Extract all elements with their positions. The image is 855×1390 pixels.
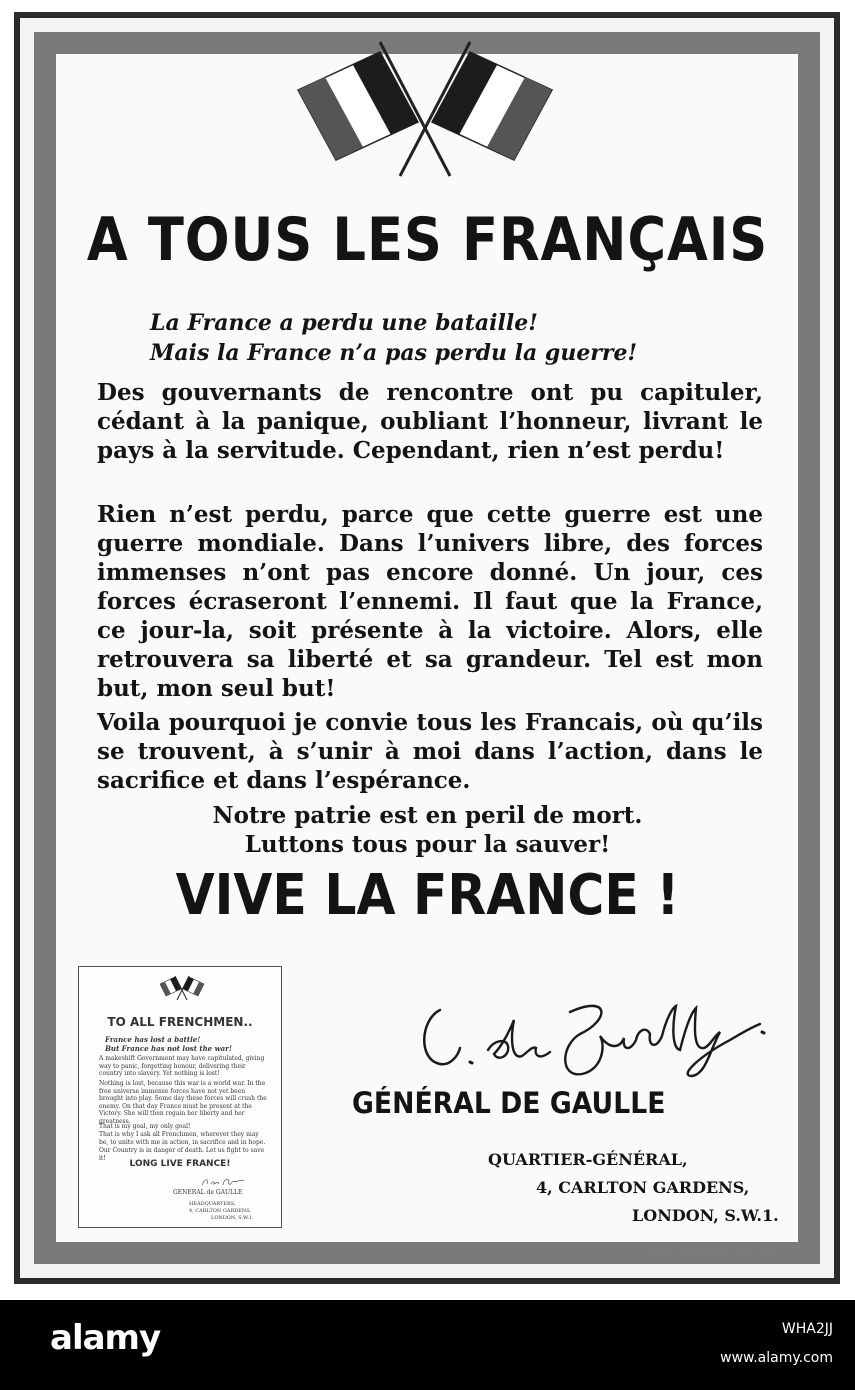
right-flag [432, 52, 552, 160]
translation-inset [78, 966, 282, 1228]
crossed-flags-icon [290, 40, 560, 180]
crossed-flags-icon [159, 975, 205, 1001]
translation-subtitle: France has lost a battle! [105, 1035, 201, 1044]
alamy-logo: alamy [50, 1318, 161, 1358]
translation-title: TO ALL FRENCHMEN.. [107, 1015, 253, 1029]
translation-address-line: HEADQUARTERS, [189, 1201, 236, 1207]
address-line: LONDON, S.W.1. [632, 1206, 779, 1225]
de-gaulle-signature [410, 990, 770, 1080]
address-line: QUARTIER-GÉNÉRAL, [488, 1150, 688, 1169]
signature-image [199, 1175, 247, 1189]
printer-credit: PRINTED FOR GENERAL DE GAULLE BY J. WEINER LTD. LONDON W.C.1 [640, 1246, 780, 1251]
image-id: WHA2JJ [781, 1321, 833, 1337]
paragraph-3: Voila pourquoi je convie tous les Francais, où qu’ils se trouvent, à s’unir à moi dans l’action, dans le sacrifice et dans l’espérance. [97, 709, 763, 794]
watermark-url: www.alamy.com [720, 1350, 833, 1366]
translation-address-line: 4, CARLTON GARDENS, [189, 1208, 252, 1214]
translation-paragraph: That is my goal, my only goal! [99, 1123, 191, 1130]
paragraph-1: Des gouvernants de rencontre ont pu capituler, cédant à la panique, oubliant l’honneur, livrant le pays à la servitude. Cependant, rien n’est perdu! [97, 379, 763, 464]
translation-paragraph: Nothing is lost, because this war is a world war. In the free universe immense forces have not yet been brought into play. Some day these forces will crush the enemy. On that day France must be present at the Victory. She will then regain her liberty and her greatness. [99, 1080, 267, 1125]
vive-la-france-slogan: VIVE LA FRANCE ! [175, 863, 680, 928]
subtitle-line: Mais la France n’a pas perdu la guerre! [150, 340, 638, 366]
translation-signatory: GENERAL de GAULLE [173, 1189, 243, 1196]
paragraph-2: Rien n’est perdu, parce que cette guerre est une guerre mondiale. Dans l’univers libre, des forces immenses n’ont pas encore donné. Un jour, ces forces écraseront l’ennemi. Il faut que la France, ce jour-la, soit présente à la victoire. Alors, elle retrouvera sa liberté et sa grandeur. Tel est mon but, mon seul but! [97, 501, 763, 702]
signatory-name: GÉNÉRAL DE GAULLE [352, 1086, 666, 1120]
translation-address-line: LONDON, S.W.1. [211, 1215, 254, 1221]
translation-paragraph: A makeshift Government may have capitulated, giving way to panic, forgetting honour, delivering their country into slavery. Yet nothing is lost! [99, 1055, 265, 1077]
subtitle-line: La France a perdu une bataille! [150, 310, 538, 336]
translation-slogan: LONG LIVE FRANCE! [129, 1159, 231, 1169]
left-flag [298, 52, 418, 160]
translation-paragraph: Our Country is in danger of death. Let us fight to save it! [99, 1147, 265, 1162]
translation-subtitle: But France has not lost the war! [105, 1044, 232, 1053]
address-line: 4, CARLTON GARDENS, [536, 1178, 750, 1197]
poster-headline: A TOUS LES FRANÇAIS [86, 205, 769, 275]
translation-paragraph: That is why I ask all Frenchmen, wherever they may be, to unite with me in action, in sacrifice and in hope. [99, 1131, 266, 1146]
closing-line: Notre patrie est en peril de mort. [212, 802, 643, 829]
closing-line: Luttons tous pour la sauver! [244, 831, 611, 858]
